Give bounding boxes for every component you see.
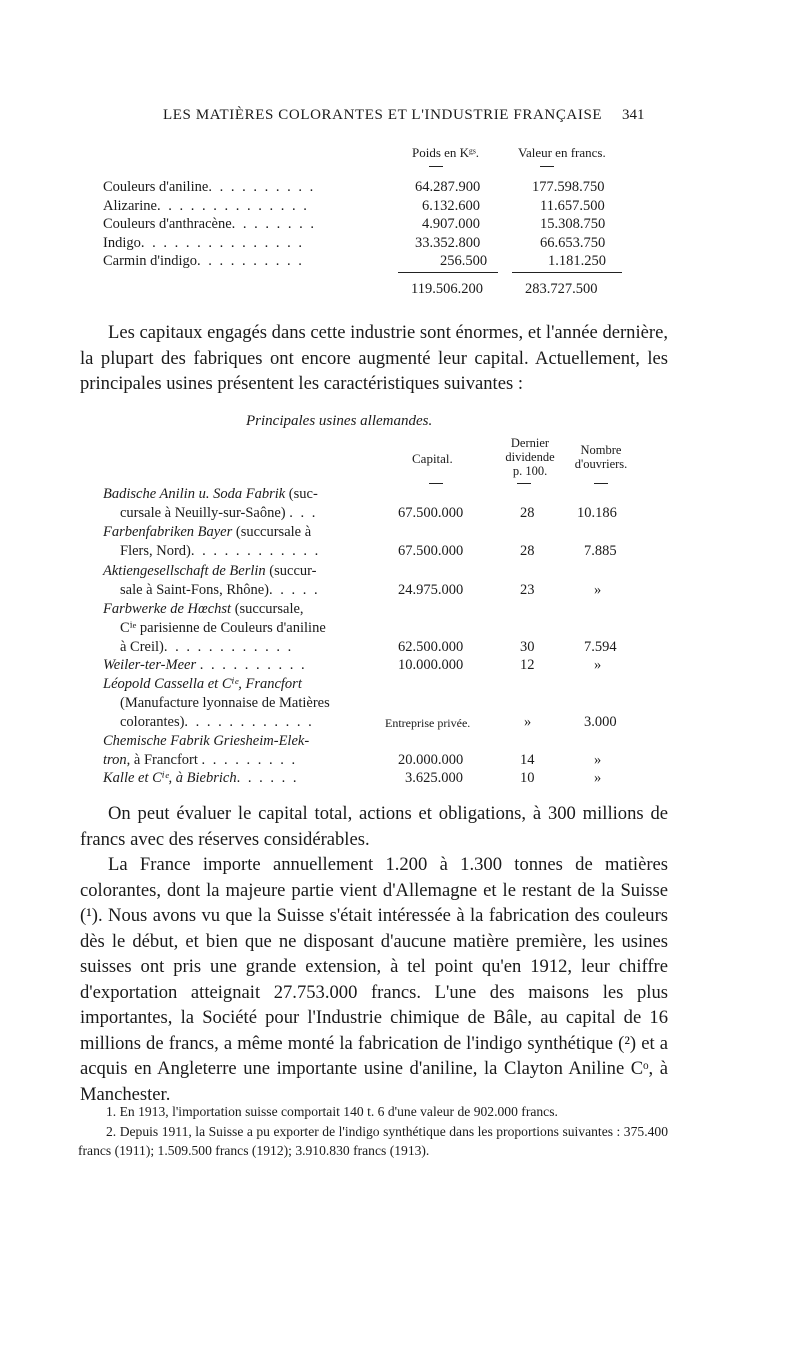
- paragraph-capital: Les capitaux engagés dans cette industrie sont énormes, et l'année dernière, la plupart des fabriques ont encore augmenté leur capital. Actuellement, les principales usines présentent les caractéristiques suivantes :: [80, 322, 668, 394]
- column-header-workers: Nombre d'ouvriers.: [574, 443, 628, 471]
- dividend-cell: 10: [520, 770, 535, 786]
- leader-dots: . . . . . . . . . . . . . .: [156, 198, 309, 214]
- footnote: 2. Depuis 1911, la Suisse a pu exporter de l'indigo synthétique dans les proportions suivantes : 375.400 francs (1911); 1.509.500 francs (1912); 3.910.830 francs (1913).: [78, 1123, 668, 1158]
- dividend-cell: 28: [520, 505, 535, 521]
- workers-cell: 7.594: [584, 639, 617, 655]
- column-header-capital: Capital.: [412, 451, 453, 466]
- leader-dots: . . . . . . . .: [231, 216, 317, 232]
- capital-cell: 20.000.000: [398, 752, 464, 768]
- workers-cell: »: [594, 752, 602, 768]
- company-name: Badische Anilin u. Soda Fabrik: [103, 486, 286, 502]
- weight-cell: 6.132.600: [422, 198, 480, 214]
- column-header-dividend: Dernier dividende p. 100.: [505, 436, 555, 478]
- workers-cell: 7.885: [584, 543, 617, 559]
- weight-cell: 33.352.800: [415, 235, 481, 251]
- dividend-cell: »: [524, 714, 532, 730]
- value-cell: 66.653.750: [540, 235, 606, 251]
- page-number: 341: [622, 107, 645, 123]
- dividend-cell: 12: [520, 657, 535, 673]
- company-name: Aktiengesellschaft de Berlin: [103, 563, 266, 579]
- column-header-value: Valeur en francs.: [518, 145, 606, 160]
- column-header-weight: Poids en Kᵍˢ.: [412, 145, 479, 160]
- header-dash: [429, 166, 443, 167]
- header-dash: [594, 483, 608, 484]
- capital-cell: 67.500.000: [398, 543, 464, 559]
- capital-cell: 3.625.000: [405, 770, 463, 786]
- capital-cell: 62.500.000: [398, 639, 464, 655]
- row-label: Alizarine: [103, 198, 157, 214]
- dividend-cell: 28: [520, 543, 535, 559]
- paragraph-total-capital: On peut évaluer le capital total, actions et obligations, à 300 millions de francs avec des réserves considérables.: [80, 803, 668, 850]
- paragraph-swiss-imports: La France importe annuellement 1.200 à 1.300 tonnes de matières colorantes, dont la majeure partie vient d'Allemagne et le restant de la Suisse (¹). Nous avons vu que la Suisse s'était intéressée à la fabrication des couleurs dès le début, et bien que ne disposant d'aucune matière première, les usines suisses ont pris une grande extension, à tel point qu'en 1912, leur chiffre d'exportation atteignait 27.753.000 francs. L'une des maisons les plus importantes, la Société pour l'Industrie chimique de Bâle, au capital de 16 millions de francs, a même monté la fabrication de l'indigo synthétique (²) et a acquis en Angleterre une importante usine d'aniline, la Clayton Aniline Cᵒ, à Manchester.: [80, 854, 668, 1105]
- workers-cell: »: [594, 582, 602, 598]
- value-cell: 1.181.250: [548, 253, 606, 269]
- value-cell: 177.598.750: [532, 179, 605, 195]
- workers-cell: 3.000: [584, 714, 617, 730]
- leader-dots: . . . . . . . . . . . . . . .: [140, 235, 304, 251]
- running-title: LES MATIÈRES COLORANTES ET L'INDUSTRIE FRANÇAISE: [163, 107, 603, 123]
- total-rule: [512, 272, 622, 273]
- capital-cell: 10.000.000: [398, 657, 464, 673]
- footnotes: [78, 1102, 668, 1161]
- dividend-cell: 14: [520, 752, 535, 768]
- value-cell: 15.308.750: [540, 216, 606, 232]
- dividend-cell: 23: [520, 582, 535, 598]
- body-text: [80, 801, 668, 1107]
- workers-cell: 10.186: [577, 505, 617, 521]
- company-name: Weiler-ter-Meer: [103, 657, 197, 673]
- value-cell: 11.657.500: [540, 198, 605, 214]
- header-dash: [429, 483, 443, 484]
- total-weight: 119.506.200: [411, 281, 483, 297]
- weight-cell: 256.500: [440, 253, 488, 269]
- header-dash: [540, 166, 554, 167]
- company-name: Farbenfabriken Bayer: [103, 524, 233, 540]
- header-dash: [517, 483, 531, 484]
- workers-cell: »: [594, 770, 602, 786]
- table-caption: Principales usines allemandes.: [246, 413, 433, 429]
- leader-dots: . . . . . . . . . .: [208, 179, 316, 195]
- company-name: Kalle et Cⁱᵉ, à Biebrich: [103, 770, 237, 786]
- row-label: Indigo: [103, 235, 141, 251]
- capital-cell: 67.500.000: [398, 505, 464, 521]
- row-label: Carmin d'indigo: [103, 253, 198, 269]
- weight-cell: 4.907.000: [422, 216, 480, 232]
- row-label: Couleurs d'aniline: [103, 179, 209, 195]
- leader-dots: . . . . . . . . . .: [197, 253, 304, 269]
- workers-cell: »: [594, 657, 602, 673]
- capital-cell: Entreprise privée.: [385, 716, 471, 730]
- company-name: Léopold Cassella et Cⁱᵉ, Francfort: [103, 676, 302, 692]
- weight-cell: 64.287.900: [415, 179, 481, 195]
- total-rule: [398, 272, 498, 273]
- row-label: Couleurs d'anthracène: [103, 216, 232, 232]
- capital-cell: 24.975.000: [398, 582, 464, 598]
- dividend-cell: 30: [520, 639, 535, 655]
- footnote: 1. En 1913, l'importation suisse comportait 140 t. 6 d'une valeur de 902.000 francs.: [106, 1104, 558, 1119]
- total-value: 283.727.500: [525, 281, 598, 297]
- company-name: Chemische Fabrik Griesheim-Elek-: [103, 733, 310, 749]
- company-name: Farbwerke de Hœchst: [103, 601, 232, 617]
